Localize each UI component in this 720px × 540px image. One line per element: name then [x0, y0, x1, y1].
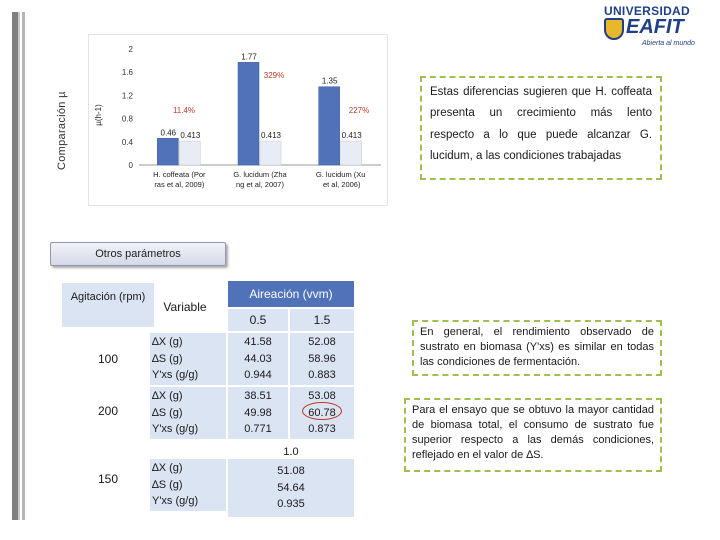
- bar-value-label: 0.413: [341, 131, 362, 141]
- vals-100-05: 41.58 44.03 0.944: [228, 333, 288, 385]
- bar: [319, 87, 340, 165]
- mu-comparison-chart: [88, 34, 388, 206]
- note-yield: [412, 320, 662, 376]
- seal-icon: [604, 18, 624, 40]
- bar-value-label: 0.413: [260, 131, 282, 141]
- tab-otros-parametros-label: Otros parámetros: [95, 248, 181, 260]
- annotation-label: 329%: [263, 71, 285, 80]
- side-axis-label: Comparación µ: [56, 91, 68, 170]
- y-axis-label: µ(h-1): [94, 104, 103, 126]
- vals-100-15: 52.08 58.96 0.883: [290, 333, 354, 385]
- vars-row-150: ∆X (g) ∆S (g) Y'xs (g/g): [150, 459, 226, 511]
- vals-150-10: 51.08 54.64 0.935: [228, 459, 354, 517]
- vars-row-100: ∆X (g) ∆S (g) Y'xs (g/g): [150, 333, 226, 385]
- annotation-label: 227%: [348, 106, 370, 115]
- bar: [341, 141, 362, 165]
- y-tick-label: 0.8: [121, 114, 133, 124]
- category-label: H. coffeata (Por ras et al, 2009): [153, 170, 206, 189]
- note-growth: [420, 76, 662, 180]
- y-tick-label: 1.2: [121, 91, 133, 101]
- bar: [238, 62, 259, 165]
- hdr-aireacion: Aireación (vvm): [228, 281, 354, 307]
- left-decor-bar-inner: [22, 12, 25, 520]
- logo-motto: Abierta al mundo: [642, 40, 695, 47]
- bar-value-label: 0.46: [160, 128, 177, 138]
- bar-value-label: 1.35: [321, 76, 338, 86]
- bar: [179, 141, 200, 165]
- y-tick-label: 0.4: [121, 137, 133, 147]
- category-label: G. lucidum (Xu et al, 2006): [315, 170, 366, 189]
- tab-otros-parametros[interactable]: [50, 242, 226, 266]
- eafit-logo: [602, 4, 712, 52]
- bar-value-label: 0.413: [180, 131, 201, 141]
- vals-200-05: 38.51 49.98 0.771: [228, 387, 288, 439]
- hdr-variable: Variable: [163, 300, 207, 314]
- logo-line1: UNIVERSIDAD: [604, 4, 690, 18]
- hdr-aer-10: 1.0: [283, 446, 299, 458]
- y-tick-label: 2: [128, 45, 133, 54]
- bar: [260, 141, 281, 165]
- chart-svg: [89, 35, 389, 207]
- rpm-200: 200: [97, 404, 119, 418]
- hdr-agitacion: Agitación (rpm): [62, 283, 154, 327]
- hdr-aer-15: 1.5: [290, 309, 354, 331]
- category-label: G. lucidum (Zha ng et al, 2007): [233, 170, 287, 189]
- y-tick-label: 1.6: [121, 68, 133, 78]
- note-substrate: [404, 398, 662, 472]
- rpm-100: 100: [97, 352, 119, 366]
- note-substrate-text: Para el ensayo que se obtuvo la mayor cantidad de biomasa total, el consumo de sustrato fue superior respecto a las demás condiciones, reflejado en el valor de ∆S.: [412, 404, 654, 461]
- vars-row-200: ∆X (g) ∆S (g) Y'xs (g/g): [150, 387, 226, 439]
- highlight-ellipse: [302, 402, 342, 420]
- y-tick-label: 0: [128, 161, 133, 170]
- hdr-aer-05: 0.5: [228, 309, 288, 331]
- annotation-label: 11.4%: [172, 106, 196, 115]
- vals-200-15: 53.08 60.78 0.873: [290, 387, 354, 439]
- left-decor-bar: [12, 12, 20, 520]
- note-growth-text: Estas diferencias sugieren que H. coffeata presenta un crecimiento más lento respecto a lo que puede alcanzar G. lucidum, a las condiciones trabajadas: [430, 86, 652, 162]
- rpm-150: 150: [97, 472, 119, 486]
- bar: [157, 138, 178, 165]
- logo-line2: EAFIT: [626, 16, 684, 38]
- bar-value-label: 1.77: [241, 52, 257, 62]
- note-yield-text: En general, el rendimiento observado de sustrato en biomasa (Y'xs) es similar en todas las condiciones de fermentación.: [420, 326, 654, 368]
